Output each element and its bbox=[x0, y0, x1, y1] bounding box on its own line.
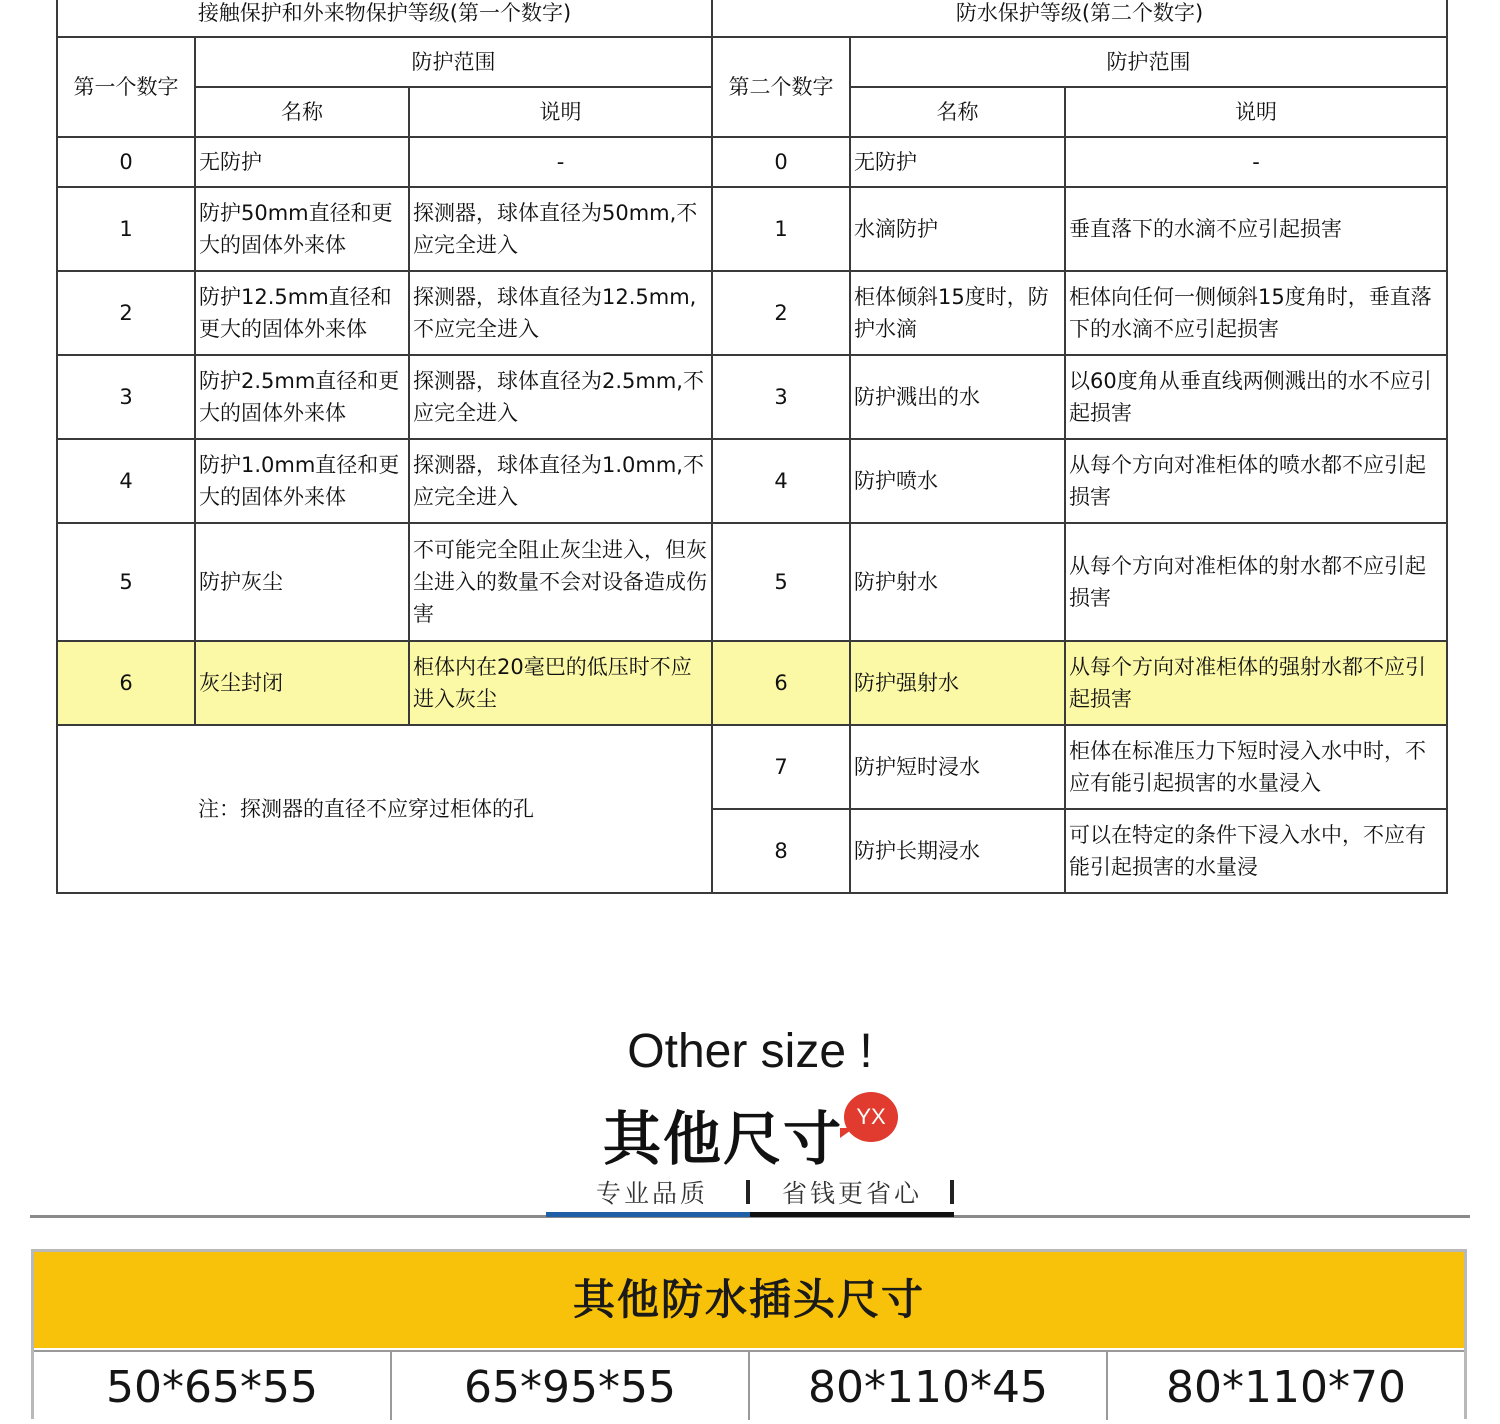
name-header-left: 名称 bbox=[195, 87, 409, 137]
first-name-cell: 防护50mm直径和更大的固体外来体 bbox=[195, 187, 409, 271]
tagline-separator bbox=[746, 1180, 750, 1204]
table-row bbox=[57, 271, 1447, 355]
highlighted-row bbox=[57, 641, 1447, 725]
second-digit-cell: 5 bbox=[712, 523, 850, 641]
table-row bbox=[57, 187, 1447, 271]
ip-rating-table bbox=[56, 0, 1448, 894]
second-desc-cell: 从每个方向对准柜体的强射水都不应引起损害 bbox=[1065, 641, 1447, 725]
first-name-cell: 防护1.0mm直径和更大的固体外来体 bbox=[195, 439, 409, 523]
table-note: 注：探测器的直径不应穿过柜体的孔 bbox=[57, 725, 712, 893]
table-row bbox=[57, 439, 1447, 523]
first-digit-cell: 4 bbox=[57, 439, 195, 523]
size-cell: 50*65*55 bbox=[106, 1362, 318, 1413]
first-name-cell: 防护2.5mm直径和更大的固体外来体 bbox=[195, 355, 409, 439]
first-digit-cell: 1 bbox=[57, 187, 195, 271]
second-digit-cell: 7 bbox=[712, 725, 850, 809]
first-digit-title: 接触保护和外来物保护等级(第一个数字) bbox=[57, 0, 712, 37]
scope-header-left: 防护范围 bbox=[195, 37, 712, 87]
second-digit-cell: 6 bbox=[712, 641, 850, 725]
first-desc-cell: 探测器，球体直径为2.5mm,不应完全进入 bbox=[409, 355, 712, 439]
second-digit-header: 第二个数字 bbox=[712, 37, 850, 137]
divider-accent-blue bbox=[546, 1212, 750, 1217]
other-size-title-en: Other size ! bbox=[627, 1025, 873, 1078]
second-name-cell: 无防护 bbox=[850, 137, 1065, 187]
second-desc-cell: 可以在特定的条件下浸入水中，不应有能引起损害的水量浸 bbox=[1065, 809, 1447, 893]
second-desc-cell: 柜体在标准压力下短时浸入水中时，不应有能引起损害的水量浸入 bbox=[1065, 725, 1447, 809]
second-digit-cell: 2 bbox=[712, 271, 850, 355]
first-digit-cell: 5 bbox=[57, 523, 195, 641]
desc-header-left: 说明 bbox=[409, 87, 712, 137]
second-desc-cell: - bbox=[1065, 137, 1447, 187]
first-desc-cell: 探测器，球体直径为12.5mm,不应完全进入 bbox=[409, 271, 712, 355]
yx-badge-icon: YX bbox=[844, 1092, 898, 1142]
divider-accent-black bbox=[750, 1212, 954, 1217]
size-table-title: 其他防水插头尺寸 bbox=[34, 1252, 1464, 1348]
first-digit-cell: 6 bbox=[57, 641, 195, 725]
first-desc-cell: 不可能完全阻止灰尘进入，但灰尘进入的数量不会对设备造成伤害 bbox=[409, 523, 712, 641]
first-desc-cell: 探测器，球体直径为1.0mm,不应完全进入 bbox=[409, 439, 712, 523]
second-digit-cell: 0 bbox=[712, 137, 850, 187]
tagline-savings: 省钱更省心 bbox=[782, 1179, 923, 1208]
first-name-cell: 灰尘封闭 bbox=[195, 641, 409, 725]
second-desc-cell: 垂直落下的水滴不应引起损害 bbox=[1065, 187, 1447, 271]
table-row bbox=[57, 137, 1447, 187]
first-digit-cell: 2 bbox=[57, 271, 195, 355]
desc-header-right: 说明 bbox=[1065, 87, 1447, 137]
second-desc-cell: 从每个方向对准柜体的射水都不应引起损害 bbox=[1065, 523, 1447, 641]
second-name-cell: 防护强射水 bbox=[850, 641, 1065, 725]
scope-header-right: 防护范围 bbox=[850, 37, 1447, 87]
first-digit-cell: 0 bbox=[57, 137, 195, 187]
name-header-right: 名称 bbox=[850, 87, 1065, 137]
tagline-quality: 专业品质 bbox=[596, 1179, 709, 1208]
second-name-cell: 防护射水 bbox=[850, 523, 1065, 641]
second-digit-cell: 1 bbox=[712, 187, 850, 271]
first-desc-cell: - bbox=[409, 137, 712, 187]
second-desc-cell: 从每个方向对准柜体的喷水都不应引起损害 bbox=[1065, 439, 1447, 523]
first-desc-cell: 探测器，球体直径为50mm,不应完全进入 bbox=[409, 187, 712, 271]
size-row bbox=[34, 1350, 1464, 1420]
second-digit-cell: 8 bbox=[712, 809, 850, 893]
other-size-title-zh: 其他尺寸 bbox=[603, 1105, 844, 1173]
size-cell: 80*110*45 bbox=[748, 1352, 1106, 1420]
second-digit-cell: 4 bbox=[712, 439, 850, 523]
first-desc-cell: 柜体内在20毫巴的低压时不应进入灰尘 bbox=[409, 641, 712, 725]
tagline-separator bbox=[950, 1180, 954, 1204]
first-name-cell: 防护12.5mm直径和更大的固体外来体 bbox=[195, 271, 409, 355]
table-row bbox=[57, 725, 1447, 809]
first-name-cell: 防护灰尘 bbox=[195, 523, 409, 641]
second-desc-cell: 以60度角从垂直线两侧溅出的水不应引起损害 bbox=[1065, 355, 1447, 439]
second-digit-cell: 3 bbox=[712, 355, 850, 439]
second-desc-cell: 柜体向任何一侧倾斜15度角时，垂直落下的水滴不应引起损害 bbox=[1065, 271, 1447, 355]
second-name-cell: 防护溅出的水 bbox=[850, 355, 1065, 439]
table-row bbox=[57, 523, 1447, 641]
second-name-cell: 防护喷水 bbox=[850, 439, 1065, 523]
second-name-cell: 防护短时浸水 bbox=[850, 725, 1065, 809]
second-name-cell: 柜体倾斜15度时，防护水滴 bbox=[850, 271, 1065, 355]
size-cell: 80*110*70 bbox=[1106, 1352, 1464, 1420]
table-row bbox=[57, 355, 1447, 439]
second-name-cell: 防护长期浸水 bbox=[850, 809, 1065, 893]
size-cell: 65*95*55 bbox=[390, 1352, 748, 1420]
second-digit-title: 防水保护等级(第二个数字) bbox=[712, 0, 1447, 37]
first-digit-header: 第一个数字 bbox=[57, 37, 195, 137]
first-name-cell: 无防护 bbox=[195, 137, 409, 187]
second-name-cell: 水滴防护 bbox=[850, 187, 1065, 271]
first-digit-cell: 3 bbox=[57, 355, 195, 439]
